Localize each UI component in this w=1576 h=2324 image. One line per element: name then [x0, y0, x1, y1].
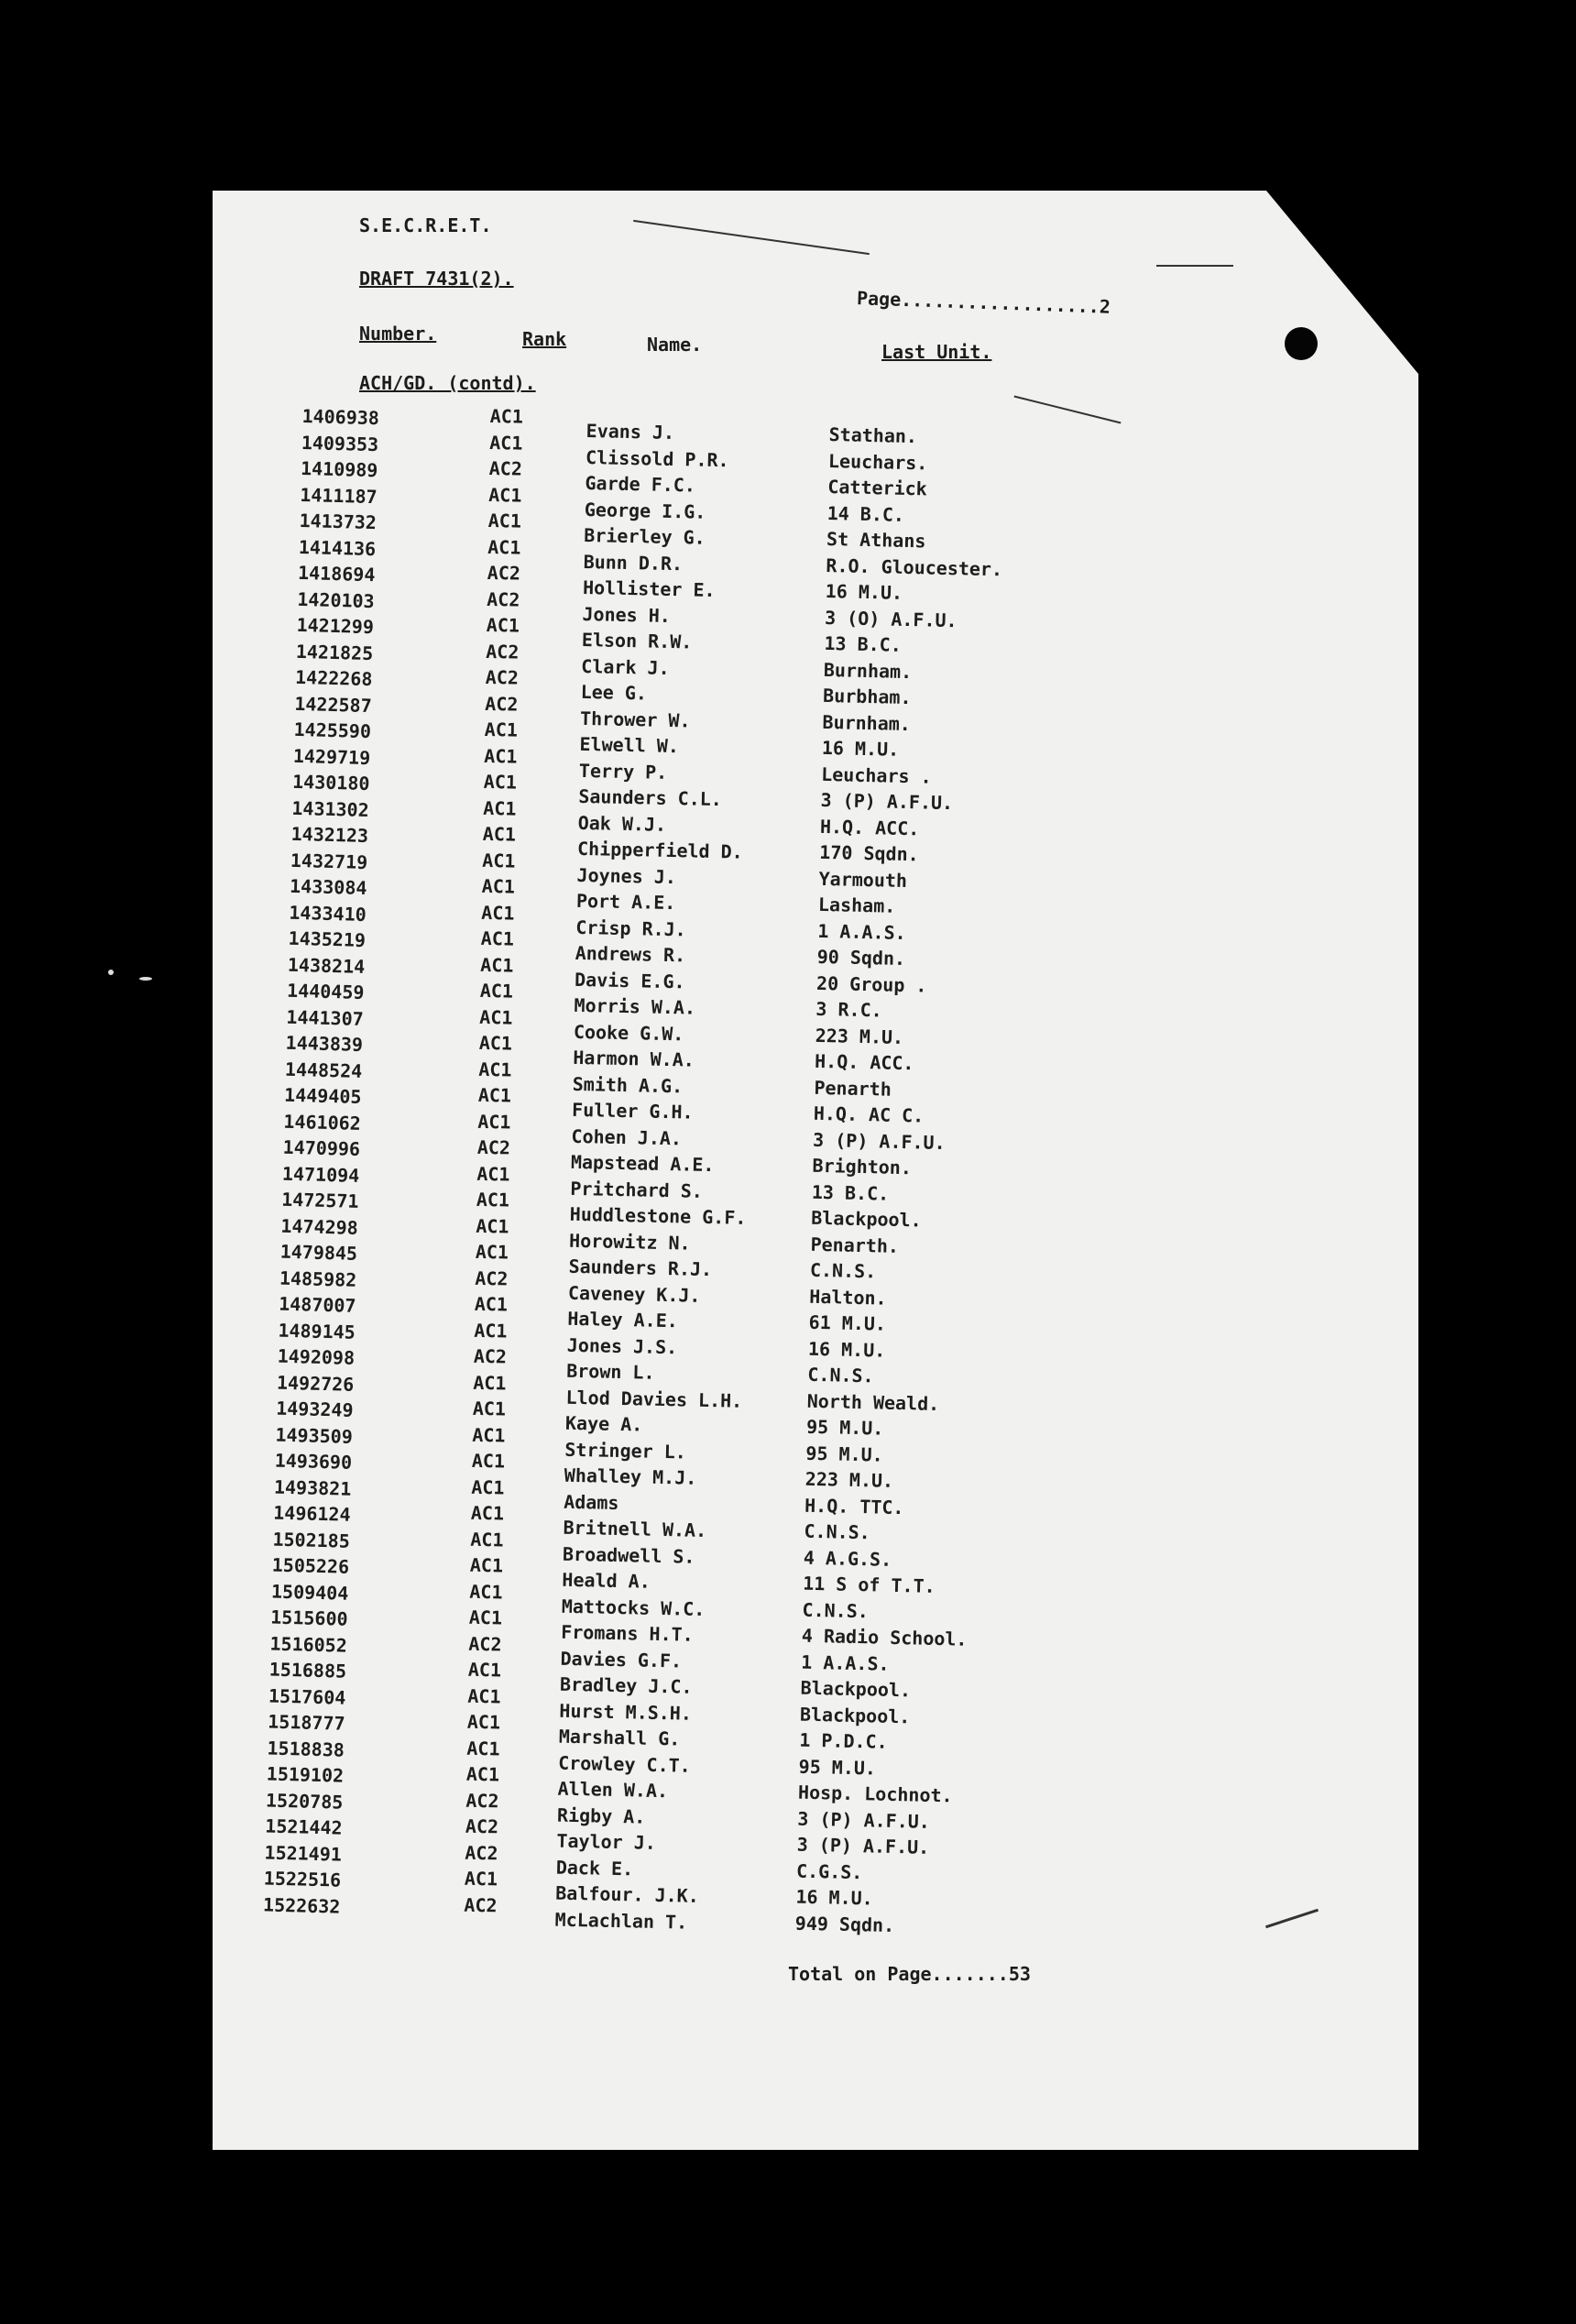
row-21-name: Andrews R.	[575, 941, 686, 967]
row-57-unit: 16 M.U.	[795, 1885, 874, 1910]
row-19-name: Port A.E.	[575, 889, 676, 915]
row-43-number: 1496124	[272, 1501, 351, 1526]
row-45-number: 1505226	[271, 1553, 350, 1578]
row-16-unit: H.Q. ACC.	[819, 815, 920, 839]
row-22-number: 1438214	[287, 953, 366, 978]
row-51-unit: 1 P.D.C.	[799, 1728, 888, 1753]
row-25-rank: AC1	[478, 1031, 513, 1055]
row-56-rank: AC2	[465, 1841, 498, 1864]
row-20-number: 1433410	[289, 901, 367, 926]
row-19-unit: Lasham.	[817, 893, 896, 917]
row-56-number: 1521491	[264, 1840, 343, 1866]
row-24-number: 1441307	[286, 1005, 365, 1030]
row-34-unit: Halton.	[809, 1285, 887, 1310]
section-heading: ACH/GD. (contd).	[359, 372, 536, 394]
row-30-name: Pritchard S.	[570, 1177, 704, 1202]
row-29-name: Mapstead A.E.	[570, 1150, 715, 1177]
row-55-name: Taylor J.	[556, 1829, 657, 1854]
row-29-unit: Brighton.	[812, 1154, 913, 1179]
row-56-unit: C.G.S.	[795, 1859, 863, 1883]
row-44-name: Broadwell S.	[562, 1542, 695, 1568]
row-57-number: 1522516	[263, 1867, 342, 1891]
row-7-number: 1418694	[297, 561, 376, 586]
row-32-name: Horowitz N.	[568, 1229, 691, 1255]
row-33-unit: C.N.S.	[809, 1258, 877, 1283]
row-37-name: Brown L.	[565, 1359, 655, 1384]
row-41-number: 1493690	[274, 1449, 353, 1474]
row-40-name: Stringer L.	[564, 1438, 687, 1463]
row-42-name: Adams	[563, 1490, 619, 1514]
row-42-rank: AC1	[471, 1475, 505, 1498]
row-24-unit: 223 M.U.	[815, 1024, 904, 1048]
row-6-name: Bunn D.R.	[583, 550, 684, 575]
row-23-rank: AC1	[479, 979, 514, 1003]
row-13-unit: 16 M.U.	[821, 736, 900, 761]
row-2-unit: Leuchars.	[827, 449, 928, 474]
row-18-number: 1432719	[290, 849, 368, 873]
row-46-name: Mattocks W.C.	[561, 1595, 706, 1620]
row-32-unit: Penarth.	[810, 1233, 900, 1257]
row-28-number: 1461062	[283, 1110, 362, 1135]
row-25-name: Harmon W.A.	[573, 1046, 695, 1071]
row-42-unit: H.Q. TTC.	[804, 1494, 904, 1518]
row-34-name: Caveney K.J.	[567, 1281, 701, 1307]
row-23-number: 1440459	[286, 979, 365, 1003]
row-51-number: 1518777	[268, 1710, 345, 1735]
row-39-rank: AC1	[472, 1397, 507, 1420]
row-28-unit: 3 (P) A.F.U.	[812, 1128, 946, 1154]
row-36-number: 1489145	[278, 1319, 356, 1343]
row-40-unit: 95 M.U.	[805, 1442, 884, 1466]
row-6-rank: AC1	[487, 535, 521, 559]
row-53-unit: Hosp. Lochnot.	[797, 1781, 953, 1807]
row-53-name: Allen W.A.	[557, 1777, 669, 1803]
row-12-name: Thrower W.	[579, 707, 691, 731]
row-10-unit: Burnham.	[823, 658, 913, 683]
column-names	[554, 418, 762, 1936]
row-25-unit: H.Q. ACC.	[814, 1049, 914, 1075]
row-42-number: 1493821	[273, 1475, 352, 1500]
row-19-number: 1433084	[289, 874, 367, 900]
pencil-mark	[1156, 265, 1233, 267]
row-44-number: 1502185	[272, 1528, 351, 1552]
row-8-name: Jones H.	[582, 602, 672, 627]
row-11-number: 1422268	[294, 665, 373, 691]
row-47-rank: AC1	[468, 1606, 503, 1629]
row-21-number: 1435219	[288, 926, 367, 952]
row-12-unit: Burnham.	[822, 710, 912, 735]
row-5-unit: St Athans	[826, 527, 926, 553]
row-52-unit: 95 M.U.	[798, 1755, 877, 1780]
row-35-rank: AC1	[474, 1292, 509, 1316]
row-26-name: Smith A.G.	[572, 1072, 684, 1097]
row-14-unit: Leuchars .	[821, 762, 932, 788]
row-14-rank: AC1	[484, 744, 518, 768]
row-35-number: 1487007	[278, 1292, 356, 1317]
row-4-name: George I.G.	[584, 498, 706, 523]
row-20-name: Crisp R.J.	[575, 915, 687, 940]
row-21-unit: 90 Sqdn.	[816, 945, 906, 970]
row-18-unit: Yarmouth	[818, 867, 908, 892]
row-20-rank: AC1	[481, 901, 515, 925]
row-36-unit: 16 M.U.	[807, 1337, 886, 1362]
row-16-name: Oak W.J.	[577, 811, 667, 836]
row-33-rank: AC1	[475, 1240, 509, 1264]
row-58-unit: 949 Sqdn.	[794, 1912, 895, 1936]
row-54-unit: 3 (P) A.F.U.	[797, 1807, 931, 1833]
row-26-rank: AC1	[478, 1058, 512, 1081]
row-35-name: Haley A.E.	[567, 1307, 679, 1332]
row-50-name: Hurst M.S.H.	[559, 1699, 693, 1725]
row-38-name: Llod Davies L.H.	[565, 1386, 743, 1412]
row-31-unit: Blackpool.	[811, 1206, 922, 1232]
row-43-unit: C.N.S.	[804, 1519, 871, 1544]
column-units	[794, 422, 1005, 1940]
row-40-number: 1493509	[275, 1423, 354, 1448]
row-15-number: 1430180	[291, 770, 370, 795]
row-38-number: 1492726	[276, 1371, 355, 1396]
row-23-name: Morris W.A.	[574, 993, 696, 1019]
column-header-name: Name.	[647, 334, 703, 356]
row-45-unit: 11 S of T.T.	[802, 1572, 936, 1597]
row-7-rank: AC2	[487, 561, 521, 585]
row-48-number: 1516052	[269, 1632, 348, 1657]
row-20-unit: 1 A.A.S.	[817, 919, 906, 944]
row-4-unit: 14 B.C.	[826, 501, 905, 526]
row-26-unit: Penarth	[814, 1076, 892, 1101]
row-11-rank: AC2	[485, 665, 520, 689]
row-25-number: 1443839	[285, 1031, 364, 1056]
page-number: Page..................2	[856, 287, 1111, 318]
row-31-name: Huddlestone G.F.	[569, 1202, 747, 1229]
row-34-number: 1485982	[279, 1266, 357, 1291]
row-23-unit: 3 R.C.	[815, 997, 882, 1022]
column-header-last-unit: Last Unit.	[881, 341, 992, 363]
row-7-name: Hollister E.	[582, 576, 716, 601]
row-24-rank: AC1	[479, 1005, 513, 1029]
row-21-rank: AC1	[480, 926, 515, 950]
row-3-number: 1410989	[300, 456, 378, 482]
row-9-rank: AC1	[486, 613, 520, 637]
row-5-number: 1413732	[299, 509, 378, 534]
row-3-rank: AC2	[488, 456, 523, 480]
row-31-number: 1472571	[280, 1188, 359, 1212]
row-37-number: 1492098	[277, 1344, 356, 1369]
row-29-number: 1470996	[282, 1135, 361, 1160]
row-37-rank: AC2	[473, 1344, 508, 1368]
row-39-number: 1493249	[275, 1397, 354, 1421]
row-27-rank: AC1	[477, 1083, 512, 1107]
row-27-unit: H.Q. AC C.	[813, 1102, 925, 1127]
row-9-unit: 13 B.C.	[824, 631, 903, 656]
row-50-rank: AC1	[467, 1684, 501, 1707]
row-32-rank: AC1	[476, 1214, 509, 1237]
row-28-name: Cohen J.A.	[571, 1124, 683, 1149]
row-44-rank: AC1	[470, 1528, 504, 1551]
draft-number: DRAFT 7431(2).	[359, 268, 514, 290]
row-35-unit: 61 M.U.	[808, 1310, 887, 1335]
row-55-unit: 3 (P) A.F.U.	[796, 1833, 930, 1858]
row-17-name: Chipperfield D.	[576, 837, 743, 863]
row-43-rank: AC1	[470, 1501, 505, 1525]
row-46-number: 1509404	[270, 1580, 349, 1605]
row-39-unit: 95 M.U.	[805, 1415, 884, 1440]
row-41-name: Whalley M.J.	[564, 1463, 697, 1489]
row-12-rank: AC2	[485, 692, 519, 716]
row-3-unit: Catterick	[827, 475, 928, 500]
row-44-unit: 4 A.G.S.	[803, 1546, 892, 1571]
row-17-number: 1432123	[290, 822, 369, 848]
row-58-number: 1522632	[262, 1892, 341, 1918]
row-47-number: 1515600	[270, 1606, 348, 1630]
row-2-name: Clissold P.R.	[585, 445, 729, 471]
row-30-unit: 13 B.C.	[811, 1180, 890, 1205]
row-54-name: Rigby A.	[556, 1803, 646, 1828]
row-28-rank: AC1	[477, 1110, 511, 1134]
row-49-unit: Blackpool.	[800, 1676, 912, 1702]
row-41-unit: 223 M.U.	[804, 1467, 894, 1492]
row-3-name: Garde F.C.	[585, 471, 696, 497]
row-16-number: 1431302	[291, 796, 370, 821]
row-13-number: 1425590	[293, 718, 372, 743]
total-on-page: Total on Page.......53	[788, 1963, 1031, 1985]
row-53-number: 1519102	[266, 1762, 345, 1787]
speck	[108, 970, 114, 975]
row-34-rank: AC2	[475, 1266, 509, 1289]
row-15-unit: 3 (P) A.F.U.	[820, 788, 954, 815]
row-22-rank: AC1	[480, 953, 514, 977]
row-47-unit: 4 Radio School.	[801, 1624, 968, 1650]
row-1-number: 1406938	[301, 404, 380, 430]
row-10-rank: AC2	[486, 640, 520, 663]
row-13-name: Elwell W.	[579, 732, 680, 758]
row-11-name: Lee G.	[580, 680, 648, 705]
row-38-rank: AC1	[473, 1371, 507, 1394]
row-53-rank: AC1	[465, 1762, 500, 1786]
row-37-unit: C.N.S.	[807, 1363, 874, 1387]
row-2-number: 1409353	[301, 431, 379, 455]
row-49-number: 1516885	[268, 1658, 347, 1683]
row-24-name: Cooke G.W.	[573, 1020, 684, 1045]
row-48-unit: 1 A.A.S.	[801, 1650, 890, 1675]
row-54-rank: AC2	[465, 1789, 499, 1812]
row-15-rank: AC1	[483, 770, 518, 794]
row-39-name: Kaye A.	[564, 1411, 643, 1436]
row-5-name: Brierley G.	[584, 523, 706, 549]
row-29-rank: AC2	[476, 1135, 511, 1159]
row-30-rank: AC1	[476, 1162, 510, 1186]
row-22-unit: 20 Group .	[815, 971, 927, 997]
row-32-number: 1474298	[280, 1214, 359, 1239]
row-41-rank: AC1	[471, 1449, 506, 1473]
row-7-unit: 16 M.U.	[825, 579, 903, 604]
row-5-rank: AC1	[487, 509, 522, 532]
row-6-unit: R.O. Gloucester.	[826, 554, 1003, 580]
row-57-rank: AC1	[464, 1867, 498, 1891]
row-49-rank: AC1	[467, 1658, 502, 1682]
row-55-number: 1521442	[265, 1814, 343, 1839]
row-13-rank: AC1	[484, 718, 519, 741]
row-4-number: 1411187	[300, 483, 378, 508]
punch-hole	[1285, 327, 1318, 360]
row-52-name: Crowley C.T.	[558, 1751, 691, 1777]
row-27-name: Fuller G.H.	[571, 1098, 694, 1124]
row-54-number: 1520785	[265, 1788, 344, 1814]
row-52-rank: AC1	[466, 1737, 500, 1759]
row-15-name: Saunders C.L.	[578, 784, 723, 811]
row-8-number: 1420103	[297, 587, 375, 612]
row-43-name: Britnell W.A.	[563, 1516, 707, 1542]
row-9-number: 1421299	[296, 613, 375, 639]
row-47-name: Fromans H.T.	[561, 1620, 694, 1646]
row-57-name: Balfour. J.K.	[555, 1881, 700, 1907]
row-46-rank: AC1	[469, 1580, 503, 1603]
row-49-name: Bradley J.C.	[559, 1672, 693, 1698]
row-26-number: 1448524	[284, 1058, 363, 1082]
row-1-rank: AC1	[489, 404, 524, 428]
column-header-number: Number.	[359, 323, 437, 345]
row-50-unit: Blackpool.	[799, 1703, 911, 1727]
row-4-rank: AC1	[488, 483, 522, 507]
row-9-name: Elson R.W.	[581, 628, 693, 653]
row-36-name: Jones J.S.	[566, 1333, 678, 1358]
row-10-number: 1421825	[295, 640, 374, 664]
row-2-rank: AC1	[489, 431, 523, 455]
row-17-unit: 170 Sqdn.	[819, 840, 919, 866]
row-45-name: Heald A.	[562, 1568, 651, 1593]
row-33-name: Saunders R.J.	[568, 1255, 713, 1281]
row-10-name: Clark J.	[581, 654, 670, 679]
row-58-name: McLachlan T.	[554, 1908, 688, 1934]
row-45-rank: AC1	[469, 1553, 504, 1577]
row-22-name: Davis E.G.	[574, 968, 685, 992]
row-33-number: 1479845	[279, 1240, 358, 1265]
row-55-rank: AC2	[465, 1814, 499, 1838]
row-18-rank: AC1	[482, 849, 516, 872]
secret-heading: S.E.C.R.E.T.	[359, 214, 492, 236]
row-8-rank: AC2	[487, 587, 520, 611]
row-11-unit: Burbham.	[822, 684, 912, 709]
row-6-number: 1414136	[298, 535, 377, 560]
row-14-name: Terry P.	[578, 759, 668, 784]
row-51-name: Marshall G.	[558, 1725, 681, 1750]
column-header-rank: Rank	[522, 328, 567, 350]
row-27-number: 1449405	[283, 1083, 362, 1108]
row-52-number: 1518838	[267, 1737, 345, 1761]
row-16-rank: AC1	[483, 796, 517, 820]
row-1-unit: Stathan.	[828, 422, 918, 448]
row-50-number: 1517604	[268, 1684, 346, 1709]
row-56-name: Dack E.	[555, 1856, 634, 1880]
row-17-rank: AC1	[482, 822, 517, 846]
row-19-rank: AC1	[481, 874, 516, 898]
row-46-unit: C.N.S.	[802, 1598, 870, 1622]
row-18-name: Joynes J.	[576, 863, 677, 888]
row-14-number: 1429719	[292, 744, 371, 769]
row-36-rank: AC1	[474, 1319, 508, 1342]
row-58-rank: AC2	[464, 1893, 498, 1916]
row-12-number: 1422587	[294, 692, 373, 717]
row-1-name: Evans J.	[586, 419, 675, 444]
row-40-rank: AC1	[472, 1423, 506, 1446]
row-48-rank: AC2	[468, 1632, 502, 1655]
row-30-number: 1471094	[281, 1162, 360, 1187]
row-51-rank: AC1	[466, 1710, 501, 1734]
speck	[139, 977, 152, 981]
row-48-name: Davies G.F.	[560, 1647, 683, 1672]
row-38-unit: North Weald.	[806, 1389, 940, 1415]
row-8-unit: 3 (O) A.F.U.	[824, 606, 958, 631]
row-31-rank: AC1	[476, 1188, 510, 1211]
